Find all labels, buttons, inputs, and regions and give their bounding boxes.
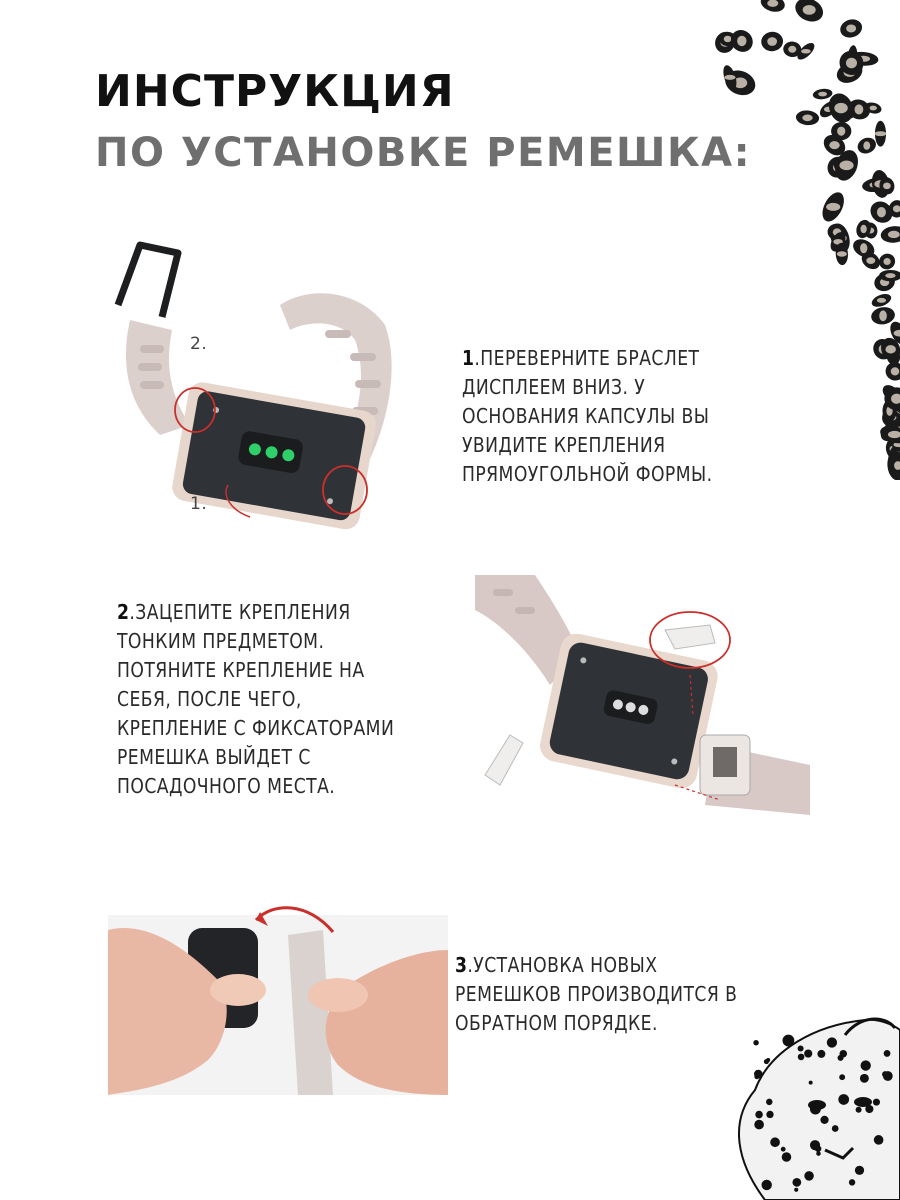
- step1-image-label-1: 1.: [190, 494, 208, 514]
- step1-image-label-2: 2.: [190, 334, 208, 354]
- leopard-head-illustration: [725, 1010, 900, 1200]
- step3-hands-image: [108, 890, 448, 1095]
- step1-number: 1: [462, 346, 475, 370]
- page-title: ИНСТРУКЦИЯ: [95, 66, 455, 117]
- leopard-spots-pattern: [690, 0, 900, 480]
- step2-text: 2.ЗАЦЕПИТЕ КРЕПЛЕНИЯ ТОНКИМ ПРЕДМЕТОМ. ПОТЯНИТЕ КРЕПЛЕНИЕ НА СЕБЯ, ПОСЛЕ ЧЕГО, КРЕПЛЕНИЕ С ФИКСАТОРАМИ РЕМЕШКА ВЫЙДЕТ С ПОСАДОЧНОГО МЕСТА.: [117, 600, 395, 798]
- step1-band-image: [100, 235, 420, 555]
- step2-number: 2: [117, 600, 130, 624]
- step3-number: 3: [455, 953, 468, 977]
- step3-text: 3.УСТАНОВКА НОВЫХ РЕМЕШКОВ ПРОИЗВОДИТСЯ В ОБРАТНОМ ПОРЯДКЕ.: [455, 953, 738, 1035]
- page-subtitle: ПО УСТАНОВКЕ РЕМЕШКА:: [95, 130, 752, 176]
- step1-text: 1.ПЕРЕВЕРНИТЕ БРАСЛЕТ ДИСПЛЕЕМ ВНИЗ. У ОСНОВАНИЯ КАПСУЛЫ ВЫ УВИДИТЕ КРЕПЛЕНИЯ ПРЯМОУГОЛЬНОЙ ФОРМЫ.: [462, 346, 713, 486]
- step2-detach-image: [475, 575, 810, 815]
